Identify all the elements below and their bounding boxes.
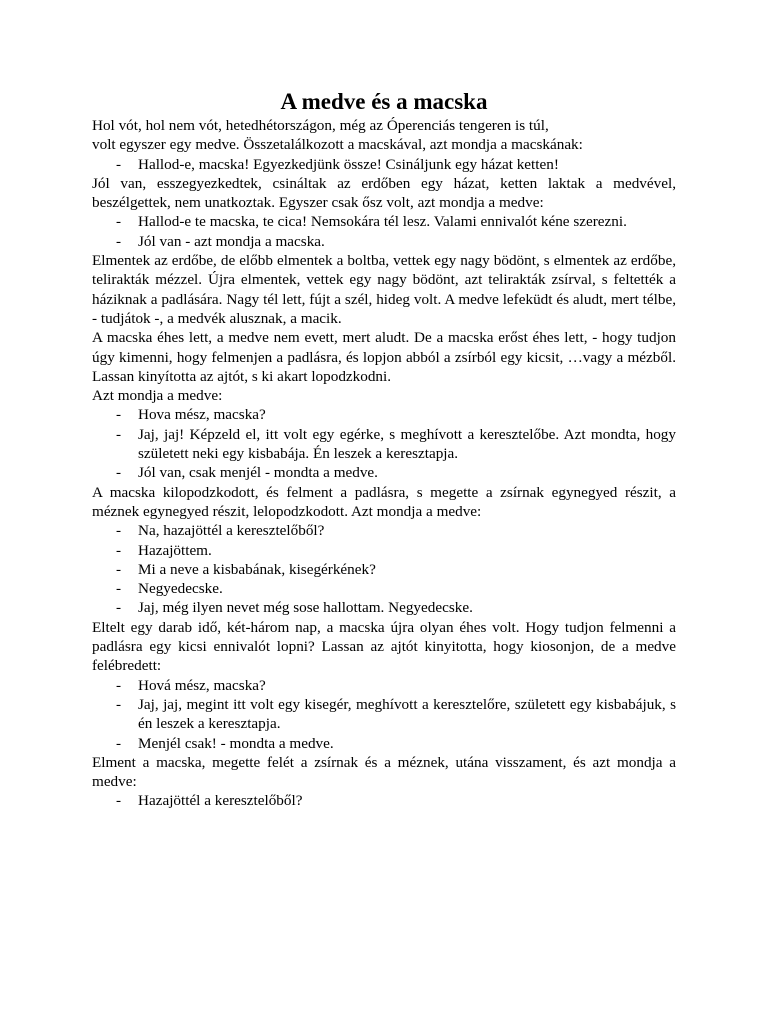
- dialogue-dash: -: [116, 213, 122, 231]
- dialogue-line: [92, 579, 676, 598]
- dialogue-dash: -: [116, 734, 122, 752]
- dialogue-dash: -: [116, 792, 122, 810]
- dialogue-line: [92, 541, 676, 560]
- dialogue-dash: -: [116, 155, 122, 173]
- dialogue-dash: -: [116, 464, 122, 482]
- paragraph: A macska kilopodzkodott, és felment a padlásra, s megette a zsírnak egynegyed részit, a méznek egynegyed részit, lelopodzkodott. Azt mondja a medve:: [92, 483, 676, 520]
- paragraph: Azt mondja a medve:: [92, 387, 223, 405]
- dialogue-dash: -: [116, 599, 122, 617]
- dialogue-dash: -: [116, 406, 122, 424]
- dialogue-text: Jaj, jaj! Képzeld el, itt volt egy egérke, s meghívott a keresztelőbe. Azt mondta, hogy született neki egy kisbabája. Én leszek a keresztapja.: [138, 425, 676, 463]
- dialogue-line: [92, 212, 676, 231]
- dialogue-text: Jaj, jaj, megint itt volt egy kisegér, meghívott a keresztelőre, született egy kisbabájuk, s én leszek a keresztapja.: [138, 695, 676, 733]
- dialogue-line: [92, 425, 676, 464]
- dialogue-line: [92, 791, 676, 810]
- dialogue-text: Menjél csak! - mondta a medve.: [138, 734, 334, 752]
- dialogue-text: Hová mész, macska?: [138, 676, 266, 694]
- dialogue-dash: -: [116, 560, 122, 578]
- paragraph: Jól van, esszegyezkedtek, csináltak az erdőben egy házat, ketten laktak a medvével, beszélgettek, nem unatkoztak. Egyszer csak ősz volt, azt mondja a medve:: [92, 174, 676, 212]
- dialogue-line: [92, 695, 676, 734]
- dialogue-line: [92, 598, 676, 617]
- dialogue-dash: -: [116, 676, 122, 694]
- dialogue-text: Jaj, még ilyen nevet még sose hallottam. Negyedecske.: [138, 599, 473, 617]
- dialogue-text: Hova mész, macska?: [138, 406, 266, 424]
- paragraph: Hol vót, hol nem vót, hetedhétországon, még az Óperenciás tengeren is túl,: [92, 117, 549, 134]
- dialogue-text: Jól van, csak menjél - mondta a medve.: [138, 464, 378, 482]
- dialogue-line: [92, 232, 676, 251]
- paragraph: A macska éhes lett, a medve nem evett, mert aludt. De a macska erőst éhes lett, - hogy tudjon úgy kimenni, hogy felmenjen a padlásra, és lopjon abból a zsírból egy kicsit, …vagy a mézből. Lassan kinyította az ajtót, s ki akart lopodzkodni.: [92, 329, 676, 385]
- dialogue-line: [92, 676, 676, 695]
- dialogue-dash: -: [116, 580, 122, 598]
- dialogue-line: [92, 405, 676, 424]
- dialogue-line: [92, 560, 676, 579]
- paragraph: Elmentek az erdőbe, de előbb elmentek a boltba, vettek egy nagy bödönt, s elmentek az erdőbe, telirakták mézzel. Újra elmentek, vettek egy nagy bödönt, azt telirakták zsírval, s feltették a háziknak a padlására. Nagy tél lett, fújt a szél, hideg volt. A medve lefeküdt és aludt, mert télbe, - tudjátok -, a medvék alusznak, a macik.: [92, 252, 676, 327]
- dialogue-text: Na, hazajöttél a keresztelőből?: [138, 522, 325, 540]
- dialogue-text: Hazajöttél a keresztelőből?: [138, 792, 303, 810]
- dialogue-text: Hallod-e te macska, te cica! Nemsokára tél lesz. Valami ennivalót kéne szerezni.: [138, 213, 627, 231]
- dialogue-text: Negyedecske.: [138, 580, 223, 598]
- dialogue-dash: -: [116, 232, 122, 250]
- document-page: [92, 88, 676, 811]
- dialogue-line: [92, 521, 676, 540]
- dialogue-dash: -: [116, 522, 122, 540]
- dialogue-line: [92, 734, 676, 753]
- dialogue-line: [92, 463, 676, 482]
- story-body: [92, 116, 676, 811]
- paragraph: Elment a macska, megette felét a zsírnak és a méznek, utána visszament, és azt mondja a medve:: [92, 753, 676, 791]
- dialogue-dash: -: [116, 541, 122, 559]
- paragraph: Eltelt egy darab idő, két-három nap, a macska újra olyan éhes volt. Hogy tudjon felmenni a padlásra egy kicsi ennivalót lopni? Lassan az ajtót kinyitotta, hogy kiosonjon, de a medve felébredett:: [92, 618, 676, 675]
- dialogue-dash: -: [116, 425, 122, 443]
- page-title: A medve és a macska: [280, 89, 488, 114]
- dialogue-dash: -: [116, 695, 122, 713]
- dialogue-text: Hallod-e, macska! Egyezkedjünk össze! Csináljunk egy házat ketten!: [138, 155, 559, 173]
- dialogue-text: Hazajöttem.: [138, 541, 212, 559]
- paragraph: volt egyszer egy medve. Összetalálkozott a macskával, azt mondja a macskának:: [92, 136, 583, 154]
- dialogue-text: Mi a neve a kisbabának, kisegérkének?: [138, 560, 376, 578]
- dialogue-text: Jól van - azt mondja a macska.: [138, 232, 325, 250]
- dialogue-line: [92, 155, 676, 174]
